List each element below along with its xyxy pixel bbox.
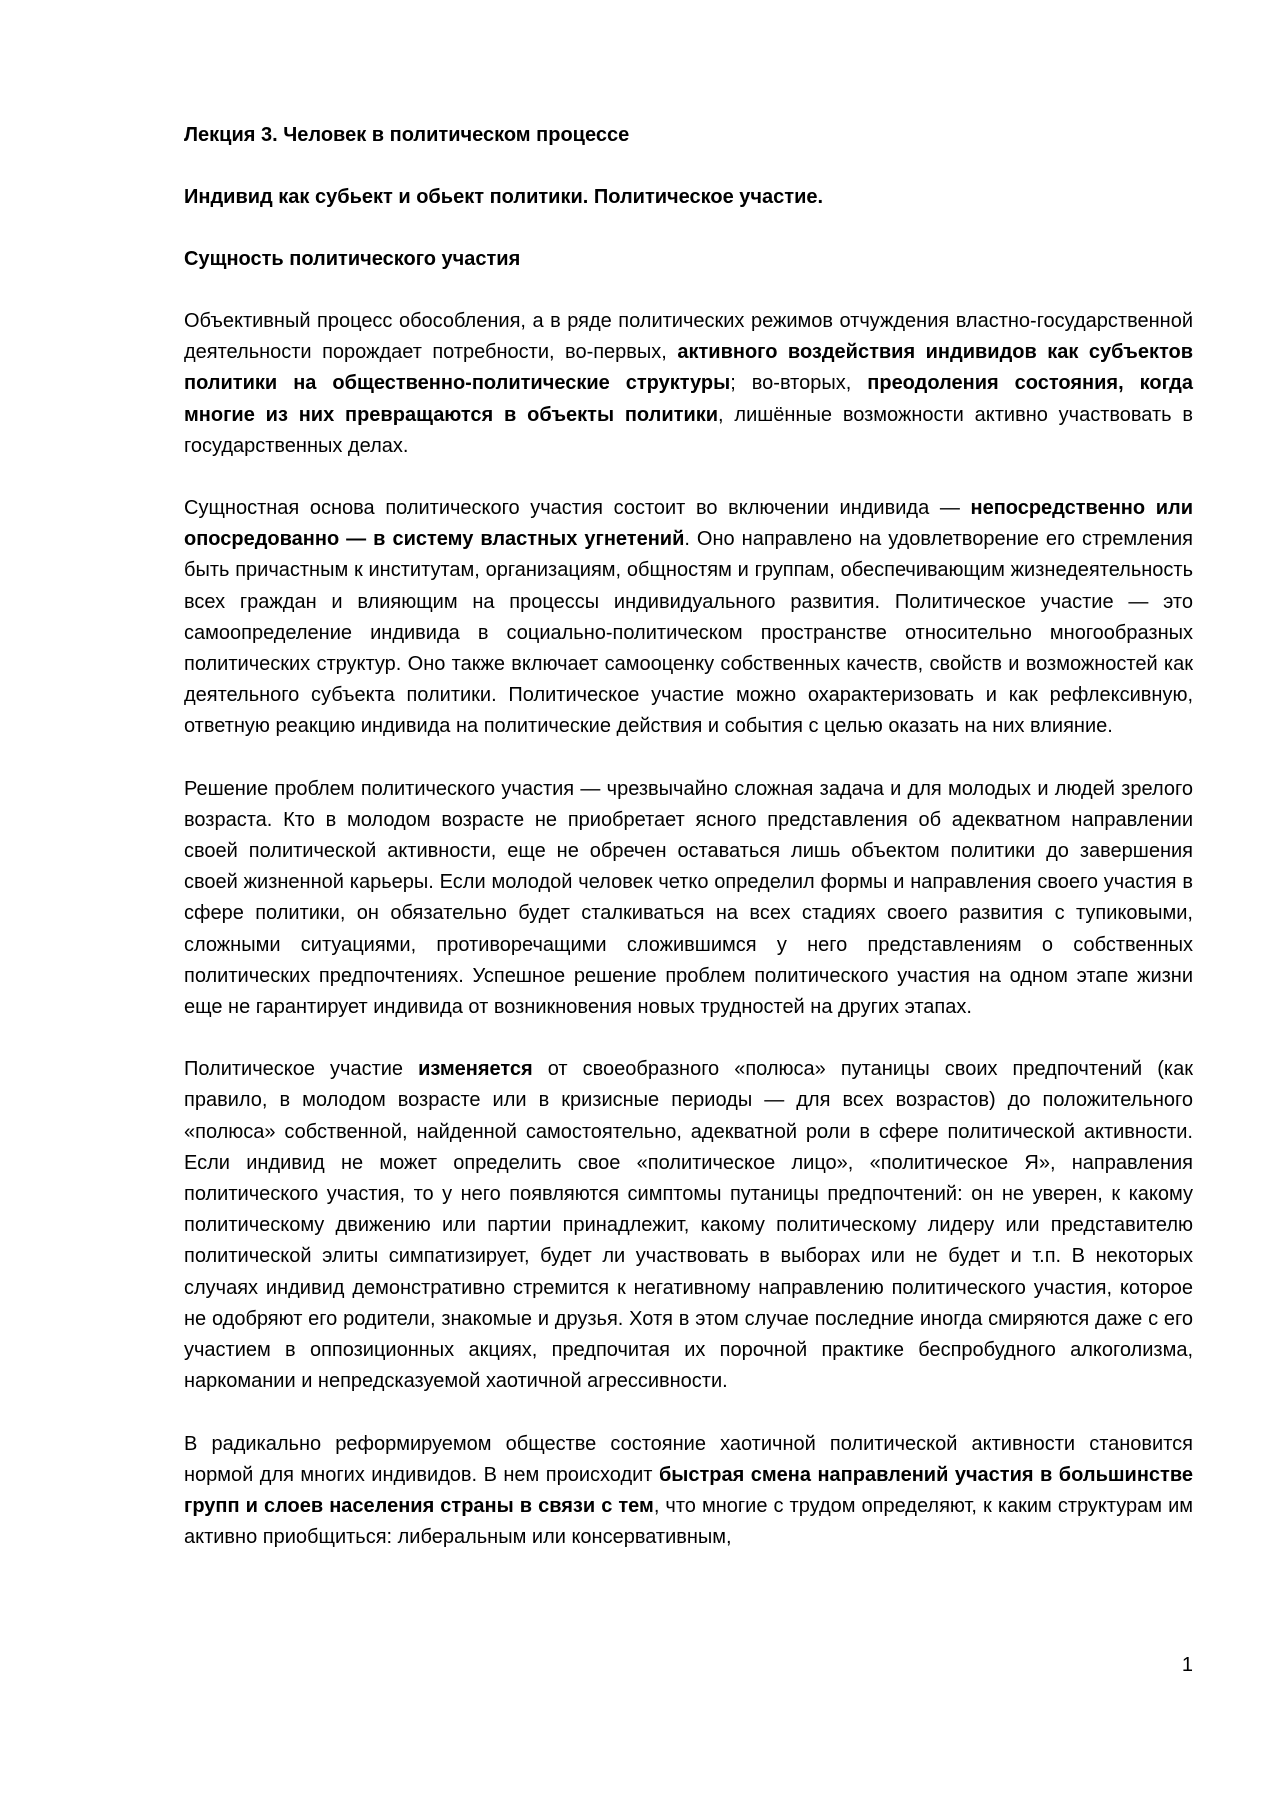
text-run: Сущностная основа политического участия состоит во включении индивида — [184, 497, 971, 520]
text-run: ; во-вторых, [730, 372, 868, 395]
page-number: 1 [1181, 1654, 1193, 1676]
subsection-title: Сущность политического участия [184, 248, 521, 270]
section-title: Индивид как субьект и обьект политики. Политическое участие. [184, 186, 824, 208]
paragraph [184, 1429, 1193, 1554]
document-body [184, 120, 1193, 1584]
text-run: , лишённые возможности активно участвовать в государственных делах. [184, 403, 1194, 457]
lecture-title: Лекция 3. Человек в политическом процессе [184, 124, 630, 146]
bold-text-run: изменяется [418, 1058, 533, 1081]
paragraph [184, 306, 1193, 462]
paragraph [184, 1054, 1193, 1397]
text-run: В радикально реформируемом обществе состояние хаотичной политической активности становится нормой для многих индивидов. В нем происходит [184, 1432, 1193, 1486]
paragraph [184, 493, 1193, 743]
bold-text-run: быстрая смена направлений участия в большинстве групп и слоев населения страны в связи с тем [184, 1463, 1193, 1517]
bold-text-run: непосредственно или опосредованно — в систему властных угнетений [184, 497, 1193, 551]
text-run: , что многие с трудом определяют, к каким структурам им активно приобщиться: либеральным или консервативным, [184, 1494, 1193, 1549]
text-run: Решение проблем политического участия — чрезвычайно сложная задача и для молодых и людей зрелого возраста. Кто в молодом возрасте не приобретает ясного представления об адекватном направлении своей политической активности, еще не обречен оставаться лишь объектом политики до завершения своей жизненной карьеры. Если молодой человек четко определил формы и направления своего участия в сфере политики, он обязательно будет сталкиваться на всех стадиях своего развития с тупиковыми, сложными ситуациями, противоречащими сложившимся у него представлениям о собственных политических предпочтениях. Успешное решение проблем политического участия на одном этапе жизни еще не гарантирует индивида от возникновения новых трудностей на других этапах. [184, 777, 1193, 1019]
text-run: Политическое участие [184, 1058, 419, 1081]
paragraph [184, 774, 1193, 1024]
text-run: . Оно направлено на удовлетворение его стремления быть причастным к институтам, организациям, общностям и группам, обеспечивающим жизнедеятельность всех граждан и влияющим на процессы индивидуального развития. Политическое участие — это самоопределение индивида в социально-политическом пространстве относительно многообразных политических структур. Оно также включает самооценку собственных качеств, свойств и возможностей как деятельного субъекта политики. Политическое участие можно охарактеризовать и как рефлексивную, ответную реакцию индивида на политические действия и события с целью оказать на них влияние. [184, 528, 1194, 738]
text-run: Объективный процесс обособления, а в ряде политических режимов отчуждения властно-государственной деятельности порождает потребности, во-первых, [184, 310, 1193, 364]
text-run: от своеобразного «полюса» путаницы своих предпочтений (как правило, в молодом возрасте или в кризисные периоды — для всех возрастов) до положительного «полюса» собственной, найденной самостоятельно, адекватной роли в сфере политической активности. Если индивид не может определить свое «политическое лицо», «политическое Я», направления политического участия, то у него появляются симптомы путаницы предпочтений: он не уверен, к какому политическому движению или партии принадлежит, какому политическому лидеру или представителю политической элиты симпатизирует, будет ли участвовать в выборах или не будет и т.п. В некоторых случаях индивид демонстративно стремится к негативному направлению политического участия, которое не одобряют его родители, знакомые и друзья. Хотя в этом случае последние иногда смиряются даже с его участием в оппозиционных акциях, предпочитая их порочной практике беспробудного алкоголизма, наркомании и непредсказуемой хаотичной агрессивности. [184, 1058, 1193, 1393]
bold-text-run: активного воздействия индивидов как субъектов политики на общественно-политические структуры [184, 341, 1193, 395]
bold-text-run: преодоления состояния, когда многие из них превращаются в объекты политики [184, 372, 1193, 426]
